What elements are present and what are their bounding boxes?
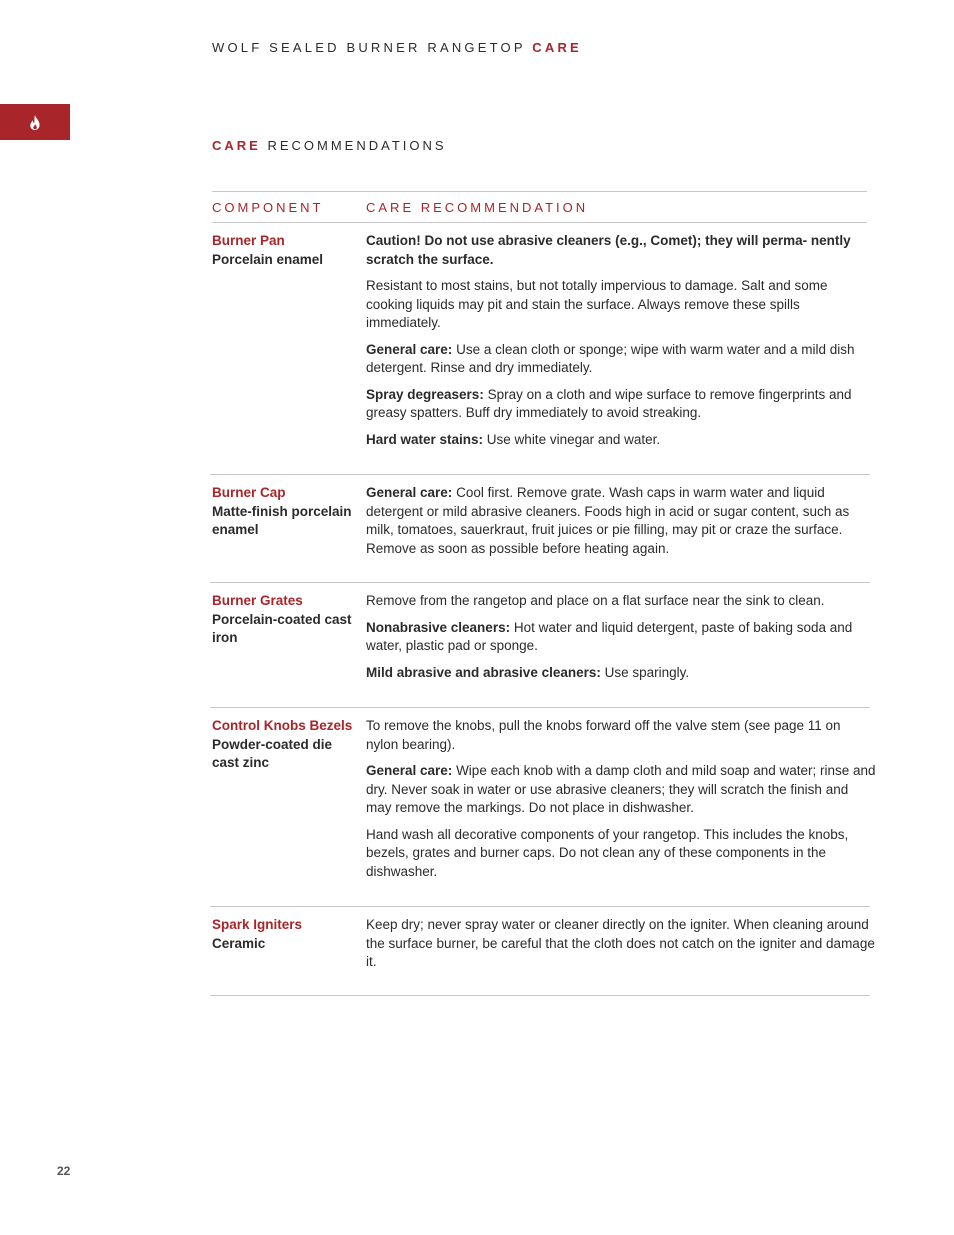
- component-cell: [212, 484, 362, 540]
- recommendation-text: Remove from the rangetop and place on a flat surface near the sink to clean.: [366, 593, 825, 608]
- component-name: Control Knobs Bezels: [212, 718, 353, 733]
- recommendation-label: Nonabrasive cleaners:: [366, 619, 511, 635]
- component-cell: [212, 592, 362, 648]
- recommendation-text: Resistant to most stains, but not totally impervious to damage. Salt and some cooking liquids may pit and stain the surface. Always remove these spills immediately.: [366, 278, 828, 330]
- recommendation-text: Use white vinegar and water.: [483, 431, 661, 447]
- row-divider: [210, 582, 870, 583]
- recommendation-label: Spray degreasers:: [366, 386, 484, 402]
- recommendation-paragraph: [366, 664, 876, 683]
- recommendation-paragraph: [366, 916, 876, 972]
- recommendation-cell: [366, 717, 876, 889]
- recommendation-paragraph: [366, 431, 876, 450]
- recommendation-text: Cool first. Remove grate. Wash caps in warm water and liquid detergent or mild abrasive cleaners. Foods high in acid or sugar content, such as milk, tomatoes, sauerkraut, fruit juices or pie filling, may pit or craze the surface. Remove as soon as possible before heating again.: [366, 485, 850, 556]
- recommendation-paragraph: [366, 592, 876, 611]
- header-title: WOLF SEALED BURNER RANGETOP: [212, 40, 526, 55]
- recommendation-cell: [366, 232, 876, 457]
- component-material: Ceramic: [212, 935, 266, 951]
- recommendation-text: To remove the knobs, pull the knobs forward off the valve stem (see page 11 on nylon bearing).: [366, 718, 841, 752]
- recommendation-paragraph: [366, 826, 876, 882]
- recommendation-text: Use a clean cloth or sponge; wipe with warm water and a mild dish detergent. Rinse and dry immediately.: [366, 341, 855, 375]
- component-cell: [212, 717, 362, 773]
- component-material: Porcelain-coated cast iron: [212, 611, 352, 645]
- recommendation-label: Hard water stains:: [366, 431, 484, 447]
- recommendation-cell: [366, 592, 876, 690]
- recommendation-paragraph: [366, 484, 876, 558]
- page-number: 22: [57, 1164, 71, 1178]
- recommendation-text: Wipe each knob with a damp cloth and mild soap and water; rinse and dry. Never soak in water or use abrasive cleaners; they will scratch the finish and may remove the markings. Do not place in dishwasher.: [366, 763, 876, 815]
- recommendation-cell: [366, 484, 876, 566]
- component-material: Matte-finish porcelain enamel: [212, 503, 352, 537]
- row-divider: [210, 474, 870, 475]
- recommendation-paragraph: [366, 232, 876, 269]
- row-divider: [210, 707, 870, 708]
- component-name: Spark Igniters: [212, 917, 303, 932]
- section-tab: [0, 104, 70, 140]
- recommendation-label: Mild abrasive and abrasive cleaners:: [366, 664, 601, 680]
- table-header: [212, 191, 867, 223]
- component-name: Burner Pan: [212, 233, 285, 248]
- recommendation-label: General care:: [366, 485, 453, 500]
- recommendation-text: Spray on a cloth and wipe surface to remove fingerprints and greasy spatters. Buff dry immediately to avoid streaking.: [366, 386, 852, 420]
- column-header-component: COMPONENT: [212, 200, 324, 215]
- recommendation-label: General care:: [366, 763, 453, 778]
- section-title: [212, 138, 447, 153]
- recommendation-text: Use sparingly.: [600, 664, 690, 680]
- recommendation-text: Hand wash all decorative components of your rangetop. This includes the knobs, bezels, grates and burner caps. Do not clean any of these components in the dishwasher.: [366, 826, 849, 879]
- section-title-text: RECOMMENDATIONS: [267, 138, 447, 153]
- recommendation-paragraph: [366, 619, 876, 656]
- recommendation-paragraph: [366, 762, 876, 818]
- running-header: [212, 40, 582, 55]
- recommendation-cell: [366, 916, 876, 980]
- recommendation-paragraph: [366, 341, 876, 378]
- component-cell: [212, 916, 362, 953]
- row-divider: [210, 906, 870, 907]
- component-material: Powder-coated die cast zinc: [212, 736, 333, 770]
- recommendation-text: Keep dry; never spray water or cleaner directly on the igniter. When cleaning around the surface burner, be careful that the cloth does not catch on the igniter and damage it.: [366, 917, 875, 969]
- component-material: Porcelain enamel: [212, 251, 324, 267]
- flame-icon: [29, 115, 41, 130]
- recommendation-paragraph: [366, 717, 876, 754]
- section-title-accent: CARE: [212, 138, 261, 153]
- component-cell: [212, 232, 362, 269]
- recommendation-label: General care:: [366, 341, 453, 357]
- component-name: Burner Cap: [212, 485, 286, 500]
- component-name: Burner Grates: [212, 593, 303, 608]
- column-header-recommendation: CARE RECOMMENDATION: [366, 200, 589, 215]
- recommendation-paragraph: [366, 277, 876, 333]
- recommendation-text: Hot water and liquid detergent, paste of baking soda and water, plastic pad or sponge.: [366, 619, 853, 653]
- recommendation-paragraph: [366, 386, 876, 423]
- row-divider: [210, 995, 870, 996]
- recommendation-label: Caution! Do not use abrasive cleaners (e.g., Comet); they will perma- nently scratch the surface.: [366, 233, 851, 267]
- header-section: CARE: [532, 40, 582, 55]
